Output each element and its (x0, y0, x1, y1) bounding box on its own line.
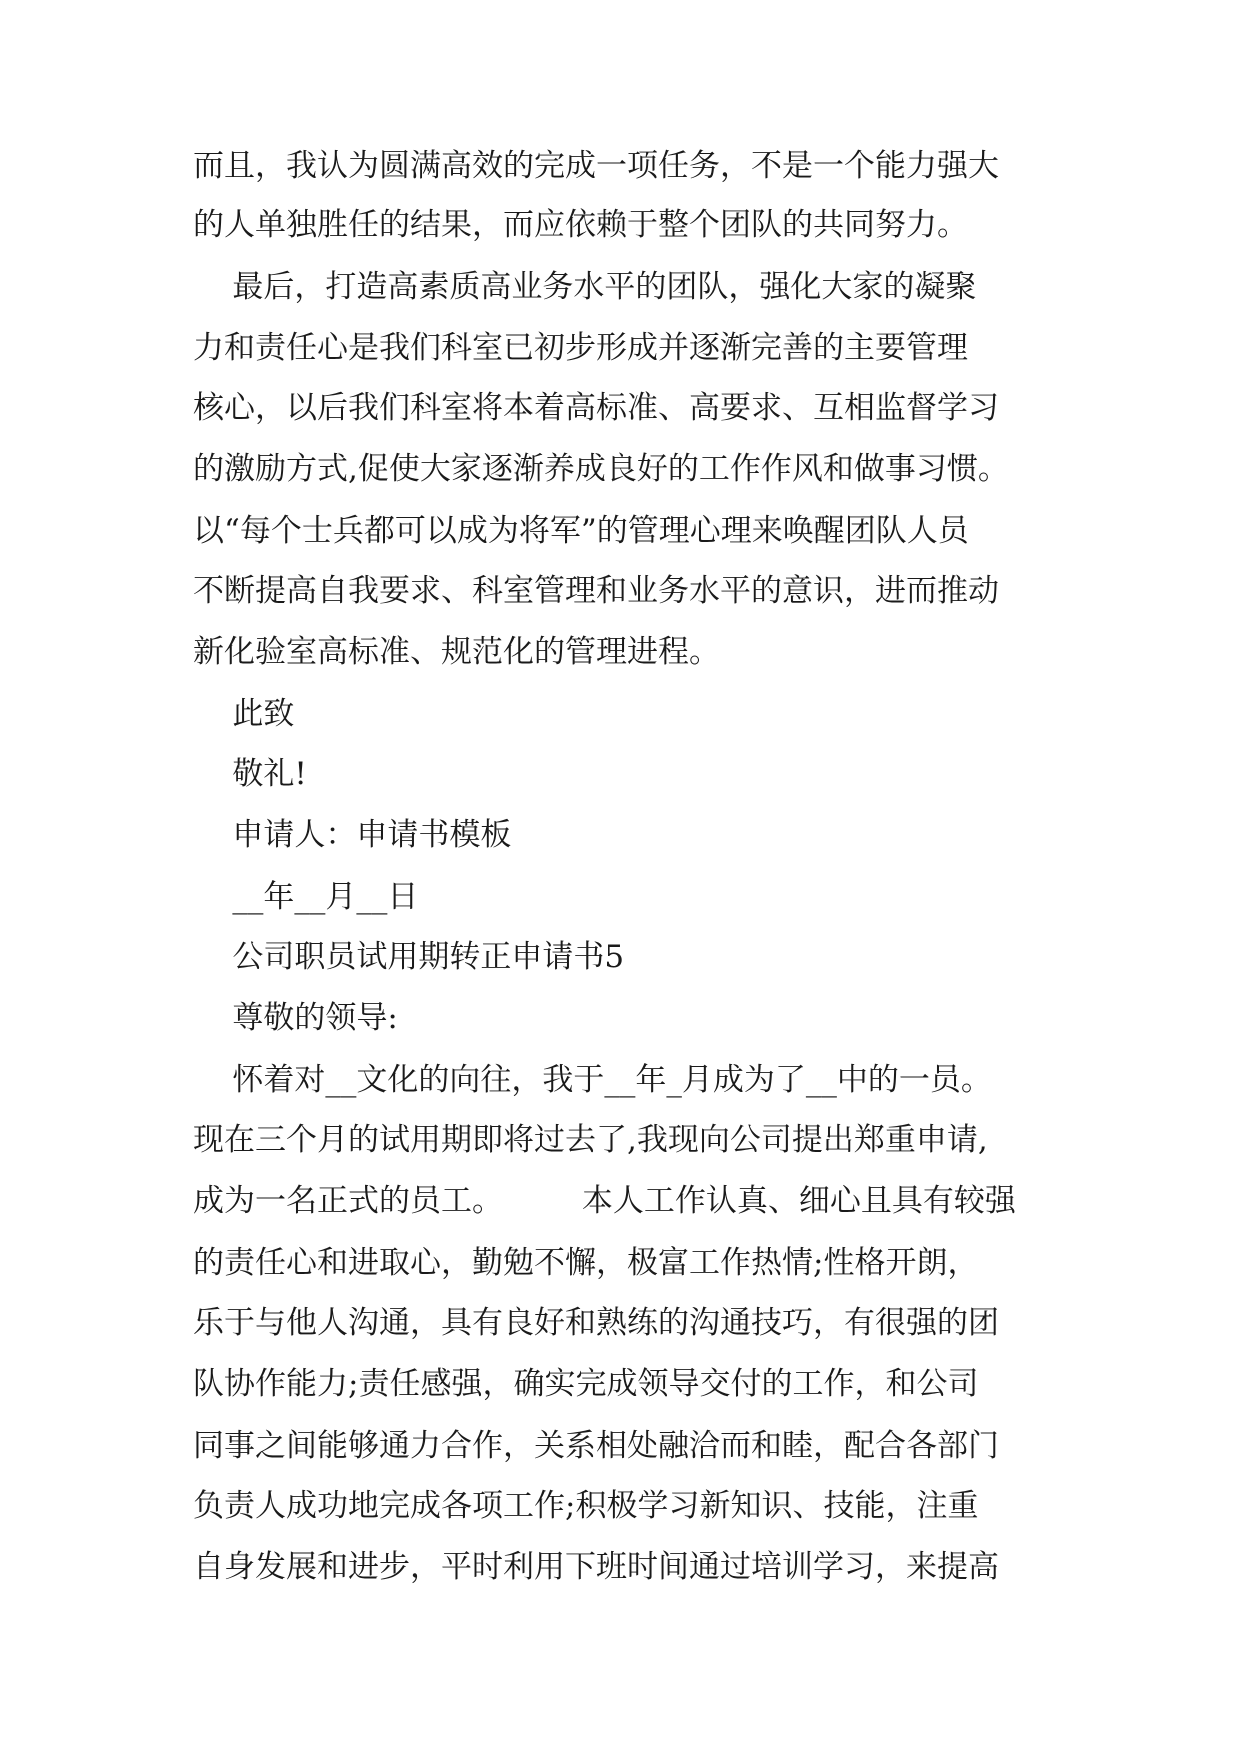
closing-salutation: 此致 (193, 696, 295, 732)
text-line: 负责人成功地完成各项工作;积极学习新知识、技能，注重 (193, 1488, 979, 1524)
date-line: __年__月__日 (193, 879, 419, 915)
text-line: 新化验室高标准、规范化的管理进程。 (193, 634, 720, 670)
text-line: 而且，我认为圆满高效的完成一项任务，不是一个能力强大 (193, 148, 999, 184)
text-line: 的责任心和进取心，勤勉不懈，极富工作热情;性格开朗， (193, 1245, 979, 1281)
applicant-line: 申请人：申请书模板 (193, 817, 512, 853)
text-line: 队协作能力;责任感强，确实完成领导交付的工作，和公司 (193, 1366, 979, 1402)
text-line: 的人单独胜任的结果，而应依赖于整个团队的共同努力。 (193, 207, 968, 243)
text-line: 同事之间能够通力合作，关系相处融洽而和睦，配合各部门 (193, 1428, 999, 1464)
text-line: 以“每个士兵都可以成为将军”的管理心理来唤醒团队人员 (193, 513, 969, 549)
closing-regards: 敬礼! (193, 756, 307, 792)
text-line: 力和责任心是我们科室已初步形成并逐渐完善的主要管理 (193, 330, 968, 366)
text-line: 不断提高自我要求、科室管理和业务水平的意识，进而推动 (193, 573, 999, 609)
section-title: 公司职员试用期转正申请书5 (193, 939, 625, 975)
greeting-line: 尊敬的领导: (193, 1000, 398, 1036)
text-line: 自身发展和进步，平时利用下班时间通过培训学习，来提高 (193, 1549, 999, 1585)
text-line: 成为一名正式的员工。 本人工作认真、细心且具有较强 (193, 1183, 1016, 1219)
text-line: 怀着对__文化的向往，我于__年_月成为了__中的一员。 (193, 1062, 992, 1098)
text-line: 乐于与他人沟通，具有良好和熟练的沟通技巧，有很强的团 (193, 1305, 999, 1341)
text-line: 的激励方式,促使大家逐渐养成良好的工作作风和做事习惯。 (193, 451, 1009, 487)
text-line: 核心，以后我们科室将本着高标准、高要求、互相监督学习 (193, 390, 999, 426)
text-line: 现在三个月的试用期即将过去了,我现向公司提出郑重申请, (193, 1122, 988, 1158)
text-line: 最后，打造高素质高业务水平的团队，强化大家的凝聚 (193, 269, 977, 305)
